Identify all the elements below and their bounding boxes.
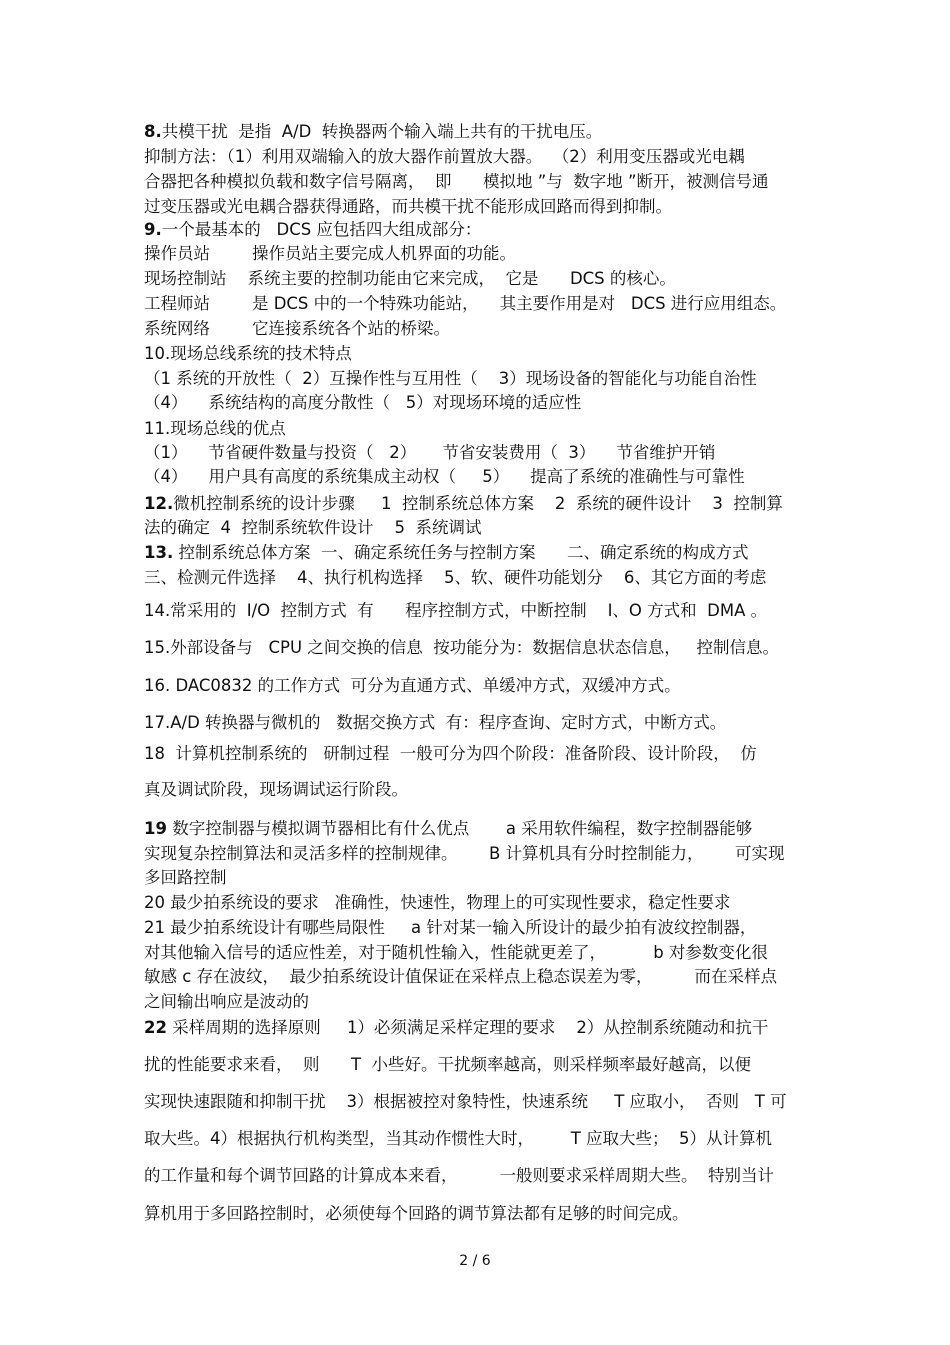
text-line: 10.现场总线系统的技术特点: [144, 344, 352, 363]
text-line: 真及调试阶段，现场调试运行阶段。: [144, 780, 408, 799]
text-line: 17.A/D 转换器与微机的 数据交换方式 有：程序查询、定时方式，中断方式。: [144, 713, 727, 732]
text-line: 取大些。4）根据执行机构类型，当其动作惯性大时， T 应取大些； 5）从计算机: [144, 1129, 773, 1148]
text-line: （4） 系统结构的高度分散性（ 5）对现场环境的适应性: [144, 393, 582, 412]
text-line: 扰的性能要求来看， 则 T 小些好。干扰频率越高，则采样频率最好越高，以便: [144, 1055, 752, 1074]
text-line: 对其他输入信号的适应性差，对于随机性输入，性能就更差了， b 对参数变化很: [144, 943, 768, 962]
text-line: 算机用于多回路控制时，必须使每个回路的调节算法都有足够的时间完成。: [144, 1204, 689, 1223]
text-line: （4） 用户具有高度的系统集成主动权（ 5） 提高了系统的准确性与可靠性: [144, 467, 745, 486]
text-line: 11.现场总线的优点: [144, 419, 286, 438]
text-line: 14.常采用的 I/O 控制方式 有 程序控制方式，中断控制 I、O 方式和 DMA 。: [144, 601, 768, 620]
text-line: （1） 节省硬件数量与投资（ 2） 节省安装费用（ 3） 节省维护开销: [144, 443, 716, 462]
text-line: 22 采样周期的选择原则 1）必须满足采样定理的要求 2）从控制系统随动和抗干: [144, 1018, 769, 1037]
text-line: 过变压器或光电耦合器获得通路，而共模干扰不能形成回路而得到抑制。: [144, 197, 672, 216]
text-line: 操作员站 操作员站主要完成人机界面的功能。: [144, 244, 516, 263]
text-line: 之间输出响应是波动的: [144, 992, 309, 1011]
text-line: 敏感 c 存在波纹， 最少拍系统设计值保证在采样点上稳态误差为零， 而在采样点: [144, 967, 778, 986]
text-line: 法的确定 4 控制系统软件设计 5 系统调试: [144, 518, 482, 537]
text-line: 系统网络 它连接系统各个站的桥梁。: [144, 319, 450, 338]
text-line: 三、检测元件选择 4、执行机构选择 5、软、硬件功能划分 6、其它方面的考虑: [144, 568, 767, 587]
text-line: （1 系统的开放性（ 2）互操作性与互用性（ 3）现场设备的智能化与功能自治性: [144, 369, 757, 388]
page-number: 2 / 6: [459, 1253, 491, 1269]
text-line: 工程师站 是 DCS 中的一个特殊功能站， 其主要作用是对 DCS 进行应用组态。: [144, 294, 787, 313]
text-line: 13. 控制系统总体方案 一、确定系统任务与控制方案 二、确定系统的构成方式: [144, 543, 749, 562]
text-line: 21 最少拍系统设计有哪些局限性 a 针对某一输入所设计的最少拍有波纹控制器，: [144, 918, 757, 937]
text-line: 16. DAC0832 的工作方式 可分为直通方式、单缓冲方式，双缓冲方式。: [144, 676, 681, 695]
text-line: 多回路控制: [144, 868, 227, 887]
text-line: 8.共模干扰 是指 A/D 转换器两个输入端上共有的干扰电压。: [144, 122, 603, 141]
text-line: 实现复杂控制算法和灵活多样的控制规律。 B 计算机具有分时控制能力， 可实现: [144, 844, 785, 863]
text-line: 20 最少拍系统设的要求 准确性，快速性，物理上的可实现性要求，稳定性要求: [144, 893, 731, 912]
text-line: 18 计算机控制系统的 研制过程 一般可分为四个阶段：准备阶段、设计阶段， 仿: [144, 744, 757, 763]
text-line: 12.微机控制系统的设计步骤 1 控制系统总体方案 2 系统的硬件设计 3 控制算: [144, 494, 783, 513]
text-line: 15.外部设备与 CPU 之间交换的信息 按功能分为：数据信息状态信息， 控制信息。: [144, 638, 779, 657]
text-line: 合器把各种模拟负载和数字信号隔离， 即 模拟地 ”与 数字地 ”断开，被测信号通: [144, 172, 769, 191]
text-line: 抑制方法：（1）利用双端输入的放大器作前置放大器。 （2）利用变压器或光电耦: [144, 147, 745, 166]
text-line: 实现快速跟随和抑制干扰 3）根据被控对象特性，快速系统 T 应取小， 否则 T 可: [144, 1092, 787, 1111]
text-line: 现场控制站 系统主要的控制功能由它来完成， 它是 DCS 的核心。: [144, 269, 676, 288]
text-line: 的工作量和每个调节回路的计算成本来看， 一般则要求采样周期大些。 特别当计: [144, 1166, 774, 1185]
text-line: 19 数字控制器与模拟调节器相比有什么优点 a 采用软件编程，数字控制器能够: [144, 819, 753, 838]
text-line: 9.一个最基本的 DCS 应包括四大组成部分：: [144, 220, 482, 239]
